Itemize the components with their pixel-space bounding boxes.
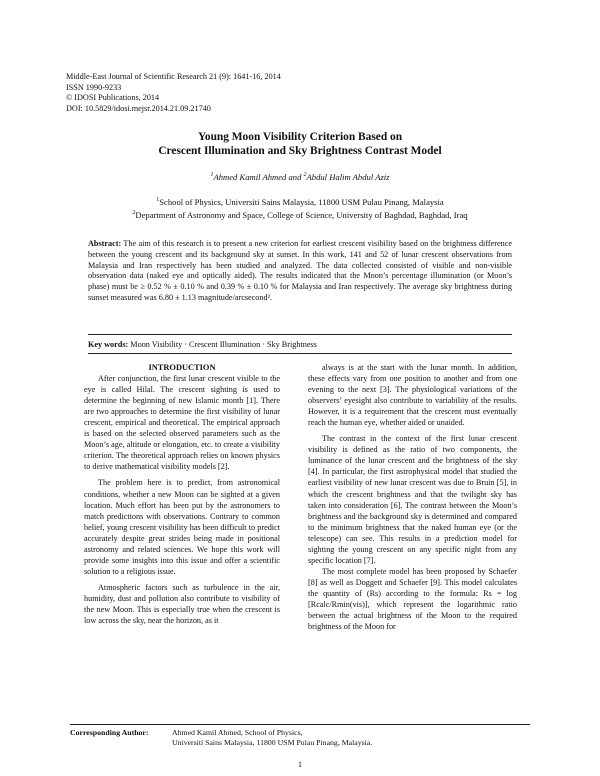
keywords-label: Key words: xyxy=(88,340,129,349)
affiliation-2 xyxy=(0,208,600,221)
body-column-right xyxy=(308,362,517,632)
page-number: 1 xyxy=(297,760,303,769)
journal-copyright: © IDOSI Publications, 2014 xyxy=(66,93,160,103)
paragraph: always is at the start with the lunar month. In addition, these effects vary from one position to another and from one evening to the next [3]. The physiological variations of the observers’ eyesight also contribute to variability of the results. However, it is a requirement that the crescent must eventually reach the human eye, whether aided or unaided. xyxy=(308,363,517,428)
affiliation-2-marker: 2 xyxy=(132,210,136,217)
journal-issn: ISSN 1990-9233 xyxy=(66,82,122,92)
keywords-top-rule xyxy=(88,334,512,335)
journal-citation: Middle-East Journal of Scientific Research 21 (9): 1641-16, 2014 xyxy=(66,72,281,81)
title-line-2: Crescent Illumination and Sky Brightness Contrast Model xyxy=(158,145,442,157)
author-2-marker: 2 xyxy=(303,172,307,179)
author-1-marker: 1 xyxy=(210,172,214,179)
author-conjunction: and xyxy=(286,172,304,182)
section-heading: INTRODUCTION xyxy=(148,363,216,372)
author-2: Abdul Halim Abdul Aziz xyxy=(306,172,390,182)
corresponding-author-label: Corresponding Author: xyxy=(70,728,149,737)
paragraph: After conjunction, the first lunar crescent visible to the eye is called Hilal. The crescent sighting is used to determine the beginning of new Islamic month [1]. There are two approaches to determine the first visibility of lunar crescent, empirical and theoretical. The empirical approach is based on the selected observed parameters such as the Moon’s age, altitude or elongation, etc. to create a visibility criterion. The theoretical approach relies on known physics to derive mathematical visibility models [2]. xyxy=(84,374,280,472)
paragraph: The problem here is to predict, from astronomical conditions, whether a new Moon can be sighted at a given location. Much effort has been put by the astronomers to match predictions with observations. Contrary to common belief, young crescent visibility has been difficult to predict accurately despite great strides being made in positional astronomy and related sciences. We hope this work will provide some insights into this issue and offer a scientific solution to a religious issue. xyxy=(84,478,280,576)
abstract-label: Abstract: xyxy=(88,239,122,248)
corresponding-author xyxy=(70,728,372,748)
body-column-left xyxy=(84,362,280,626)
footer-rule xyxy=(70,724,530,725)
affiliation-1-marker: 1 xyxy=(156,197,160,203)
corresponding-author-line-2: Universiti Sains Malaysia, 11800 USM Pulau Pinang, Malaysia. xyxy=(172,738,373,747)
keywords-text: Moon Visibility · Crescent Illumination · Sky Brightness xyxy=(128,340,317,349)
paper-title xyxy=(0,130,600,158)
paragraph: Atmospheric factors such as turbulence in the air, humidity, dust and pollution also contribute to visibility of the new Moon. This is especially true when the crescent is low across the sky, near the horizon, as it xyxy=(84,582,280,626)
journal-doi: DOI: 10.5829/idosi.mejsr.2014.21.09.21740 xyxy=(66,103,211,113)
affiliations xyxy=(0,195,600,222)
paragraph: The most complete model has been proposed by Schaefer [8] as well as Doggett and Schaefer [9]. This model calculates the quantity of (Rs) according to the formula: Rs = log [Rcalc/Rmin(vis)], which represent the logarithmic ratio between the actual brightness of the Moon to the required brightness of the Moon for xyxy=(308,566,517,632)
abstract-text: The aim of this research is to present a new criterion for earliest crescent visibility based on the brightness difference between the young crescent and its background sky at sunset. In this work, 141 and 52 of lunar crescent observations from Malaysia and Iran respectively has been studied and analyzed. The data collected consisted of visible and non-visible observation data (naked eye and optically aided). The results indicated that the Moon’s percentage illumination (or Moon’s phase) must be ≥ 0.52 % ± 0.10 % and 0.39 % ± 0.10 % for Malaysia and Iran respectively. The average sky brightness during sunset measured was 6.80 ± 1.13 magnitude/arcsecond². xyxy=(88,239,512,302)
keywords-bottom-rule xyxy=(88,353,512,354)
title-line-1: Young Moon Visibility Criterion Based on xyxy=(197,131,403,143)
affiliation-1 xyxy=(0,195,600,208)
paragraph: The contrast in the context of the first lunar crescent visibility is defined as the ratio of two components, the luminance of the lunar crescent and the brightness of the sky [4]. In particular, the first astrophysical model that studied the earliest visibility of new lunar crescent was due to Bruin [5], in which the crescent brightness and that the twilight sky has taken into consideration [6]. The contrast between the Moon’s brightness and the background sky is determined and compared to the minimum brightness that the naked human eye (or the telescope) can see. This results in a prediction model for sighting the young crescent on any specific night from any specific location [7]. xyxy=(308,434,517,565)
affiliation-1-text: School of Physics, Universiti Sains Malaysia, 11800 USM Pulau Pinang, Malaysia xyxy=(159,196,444,207)
abstract xyxy=(88,239,512,304)
affiliation-2-text: Department of Astronomy and Space, College of Science, University of Baghdad, Baghdad, Iraq xyxy=(135,210,468,221)
keywords xyxy=(88,340,512,349)
journal-meta xyxy=(66,72,281,114)
author-list xyxy=(0,172,600,182)
author-1: Ahmed Kamil Ahmed xyxy=(213,172,287,182)
corresponding-author-line-1: Ahmed Kamil Ahmed, School of Physics, xyxy=(172,728,303,737)
